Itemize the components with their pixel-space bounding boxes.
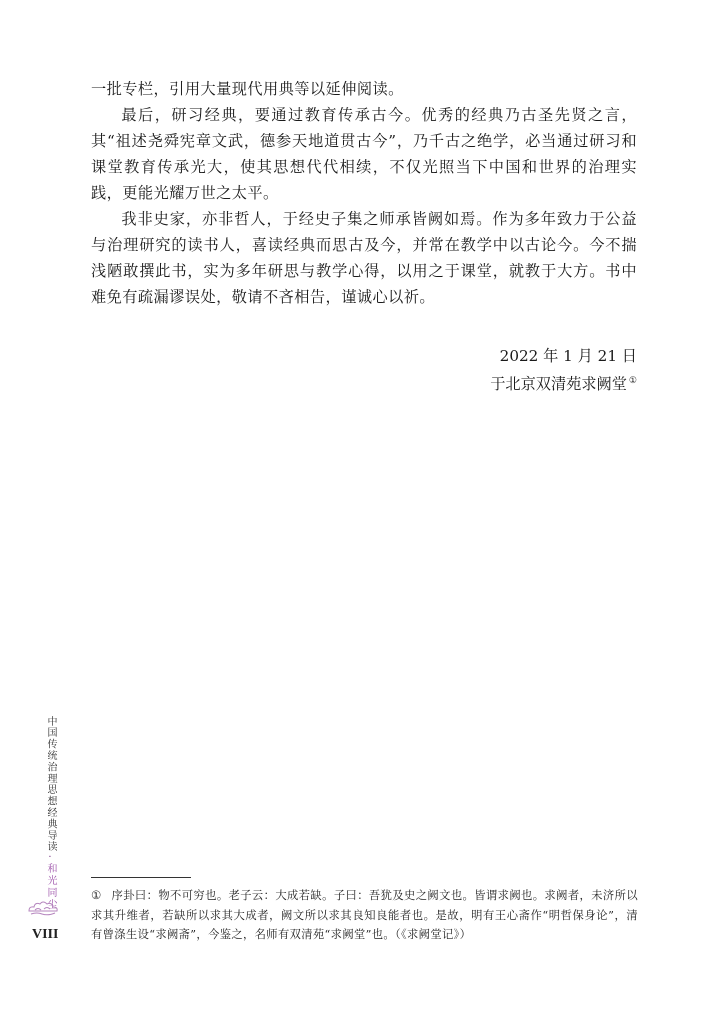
signature-date: 2022 年 1 月 21 日	[499, 347, 637, 365]
signature-block	[490, 344, 637, 397]
cloud-ornament-icon	[26, 898, 60, 918]
series-title: 中国传统治理思想经典导读	[45, 716, 56, 853]
paragraph-2: 最后，研习经典，要通过教育传承古今。优秀的经典乃古圣先贤之言，其“祖述尧舜宪章文武，德参天地道贯古今”，乃千古之绝学，必当通过研习和课堂教育传承光大，使其思想代代相续，不仅光照当下中国和世界的治理实践，更能光耀万世之太平。	[91, 106, 637, 202]
signature-place-line	[490, 369, 637, 397]
footnote	[91, 886, 638, 945]
series-separator: ·	[48, 851, 52, 863]
paragraph-3: 我非史家，亦非哲人，于经史子集之师承皆阙如焉。作为多年致力于公益与治理研究的读书人，喜读经典而思古及今，并常在教学中以古论今。今不揣浅陋敢撰此书，实为多年研思与教学心得，以用之于课堂，就教于大方。书中难免有疏漏谬误处，敬请不吝相告，谨诚心以祈。	[91, 210, 637, 306]
paragraph-1: 一批专栏，引用大量现代用典等以延伸阅读。	[91, 80, 404, 98]
page-number: VIII	[32, 927, 59, 942]
footnote-mark: ①	[91, 889, 102, 902]
main-text	[91, 76, 637, 310]
footnote-text: 序卦曰：物不可穷也。老子云：大成若缺。子曰：吾犹及史之阙文也。皆谓求阙也。求阙者，未济所以求其升维者，若缺所以求其大成者，阙文所以求其良知良能者也。是故，明有王心斋作“明哲保身论”，清有曾涤生设“求阙斋”，今鉴之，名师有双清苑“求阙堂”也。（《求阙堂记》）	[91, 889, 638, 941]
series-title-margin	[42, 716, 58, 911]
footnote-reference[interactable]: ①	[628, 376, 637, 386]
series-subtitle: 和光同尘	[45, 862, 56, 911]
signature-place: 于北京双清苑求阙堂	[490, 375, 627, 394]
footnote-divider	[91, 877, 191, 878]
